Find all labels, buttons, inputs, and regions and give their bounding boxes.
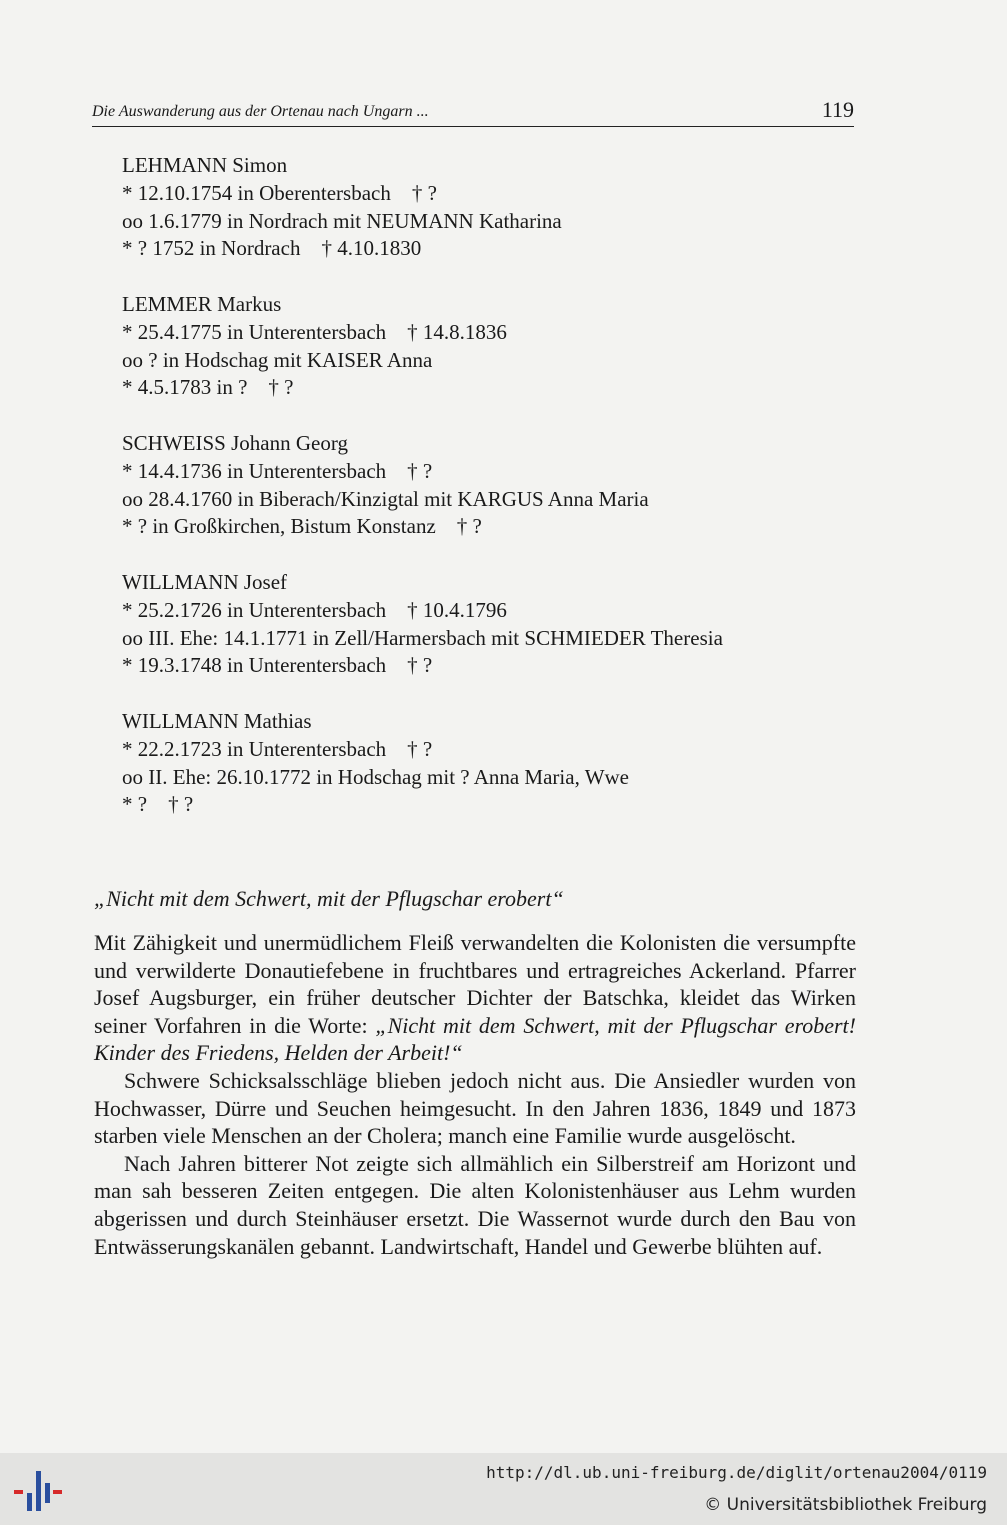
paragraph: Nach Jahren bitterer Not zeigte sich allmählich ein Silberstreif am Horizont und man sah besseren Zeiten entgegen. Die alten Kolonistenhäuser aus Lehm wurden abgerissen und durch Steinhäuser ersetzt. Die Wassernot wurde durch den Bau von Entwässerungskanälen gebannt. Landwirtschaft, Handel und Gewerbe blühten auf. <box>94 1150 856 1259</box>
genealogy-record <box>122 152 842 263</box>
record-name: LEMMER Markus <box>122 291 282 316</box>
record-spouse: * 19.3.1748 in Unterentersbach † ? <box>122 653 433 678</box>
paragraph: Schwere Schicksalsschläge blieben jedoch nicht aus. Die Ansiedler wurden von Hochwasser, Dürre und Seuchen heimgesucht. In den Jahren 1836, 1849 und 1873 starben viele Menschen an der Cholera; manch eine Familie wurde ausgelöscht. <box>94 1067 856 1149</box>
genealogy-record <box>122 708 842 819</box>
record-birth: * 12.10.1754 in Oberentersbach † ? <box>122 180 437 205</box>
body-text <box>94 929 856 1260</box>
footer-url-link[interactable]: http://dl.ub.uni-freiburg.de/diglit/ortenau2004/0119 <box>486 1463 987 1482</box>
record-marriage: oo II. Ehe: 26.10.1772 in Hodschag mit ? Anna Maria, Wwe <box>122 764 630 789</box>
genealogy-record <box>122 430 842 541</box>
record-marriage: oo ? in Hodschag mit KAISER Anna <box>122 347 433 372</box>
record-birth: * 25.2.1726 in Unterentersbach † 10.4.1796 <box>122 597 507 622</box>
record-name: WILLMANN Mathias <box>122 708 312 733</box>
record-spouse: * ? in Großkirchen, Bistum Konstanz † ? <box>122 514 482 539</box>
record-birth: * 25.4.1775 in Unterentersbach † 14.8.1836 <box>122 319 507 344</box>
record-spouse: * ? † ? <box>122 792 194 817</box>
record-birth: * 22.2.1723 in Unterentersbach † ? <box>122 736 433 761</box>
ub-freiburg-logo-icon <box>12 1465 64 1517</box>
page-number: 119 <box>821 97 854 122</box>
record-birth: * 14.4.1736 in Unterentersbach † ? <box>122 458 433 483</box>
genealogy-records <box>122 152 842 847</box>
record-spouse: * 4.5.1783 in ? † ? <box>122 375 294 400</box>
footer-copyright: © Universitätsbibliothek Freiburg <box>704 1495 987 1515</box>
record-name: LEHMANN Simon <box>122 153 288 177</box>
record-marriage: oo 1.6.1779 in Nordrach mit NEUMANN Katharina <box>122 208 562 233</box>
genealogy-record <box>122 291 842 402</box>
paragraph <box>94 929 856 1067</box>
record-name: WILLMANN Josef <box>122 569 288 594</box>
page-header <box>92 96 854 127</box>
record-marriage: oo III. Ehe: 14.1.1771 in Zell/Harmersbach mit SCHMIEDER Theresia <box>122 625 723 650</box>
footer-bar <box>0 1453 1007 1525</box>
paragraph-text: Mit Zähigkeit und unermüdlichem Fleiß verwandelten die Kolonisten die versumpfte und verwilderte Donautiefebene in fruchtbares und ertragreiches Ackerland. Pfarrer Josef Augsburger, ein früher deutscher Dichter der Batschka, kleidet das Wirken seiner Vorfahren in die Worte: <box>94 930 856 1038</box>
record-spouse: * ? 1752 in Nordrach † 4.10.1830 <box>122 236 422 261</box>
section-heading: „Nicht mit dem Schwert, mit der Pflugschar erobert“ <box>94 886 564 911</box>
genealogy-record <box>122 569 842 680</box>
running-title: Die Auswanderung aus der Ortenau nach Ungarn ... <box>92 103 429 120</box>
record-marriage: oo 28.4.1760 in Biberach/Kinzigtal mit KARGUS Anna Maria <box>122 486 649 511</box>
quote: „Nicht mit dem Schwert, mit der Pflugschar erobert! Kinder des Friedens, Helden der Arbeit!“ <box>94 1012 856 1066</box>
record-name: SCHWEISS Johann Georg <box>122 430 348 455</box>
